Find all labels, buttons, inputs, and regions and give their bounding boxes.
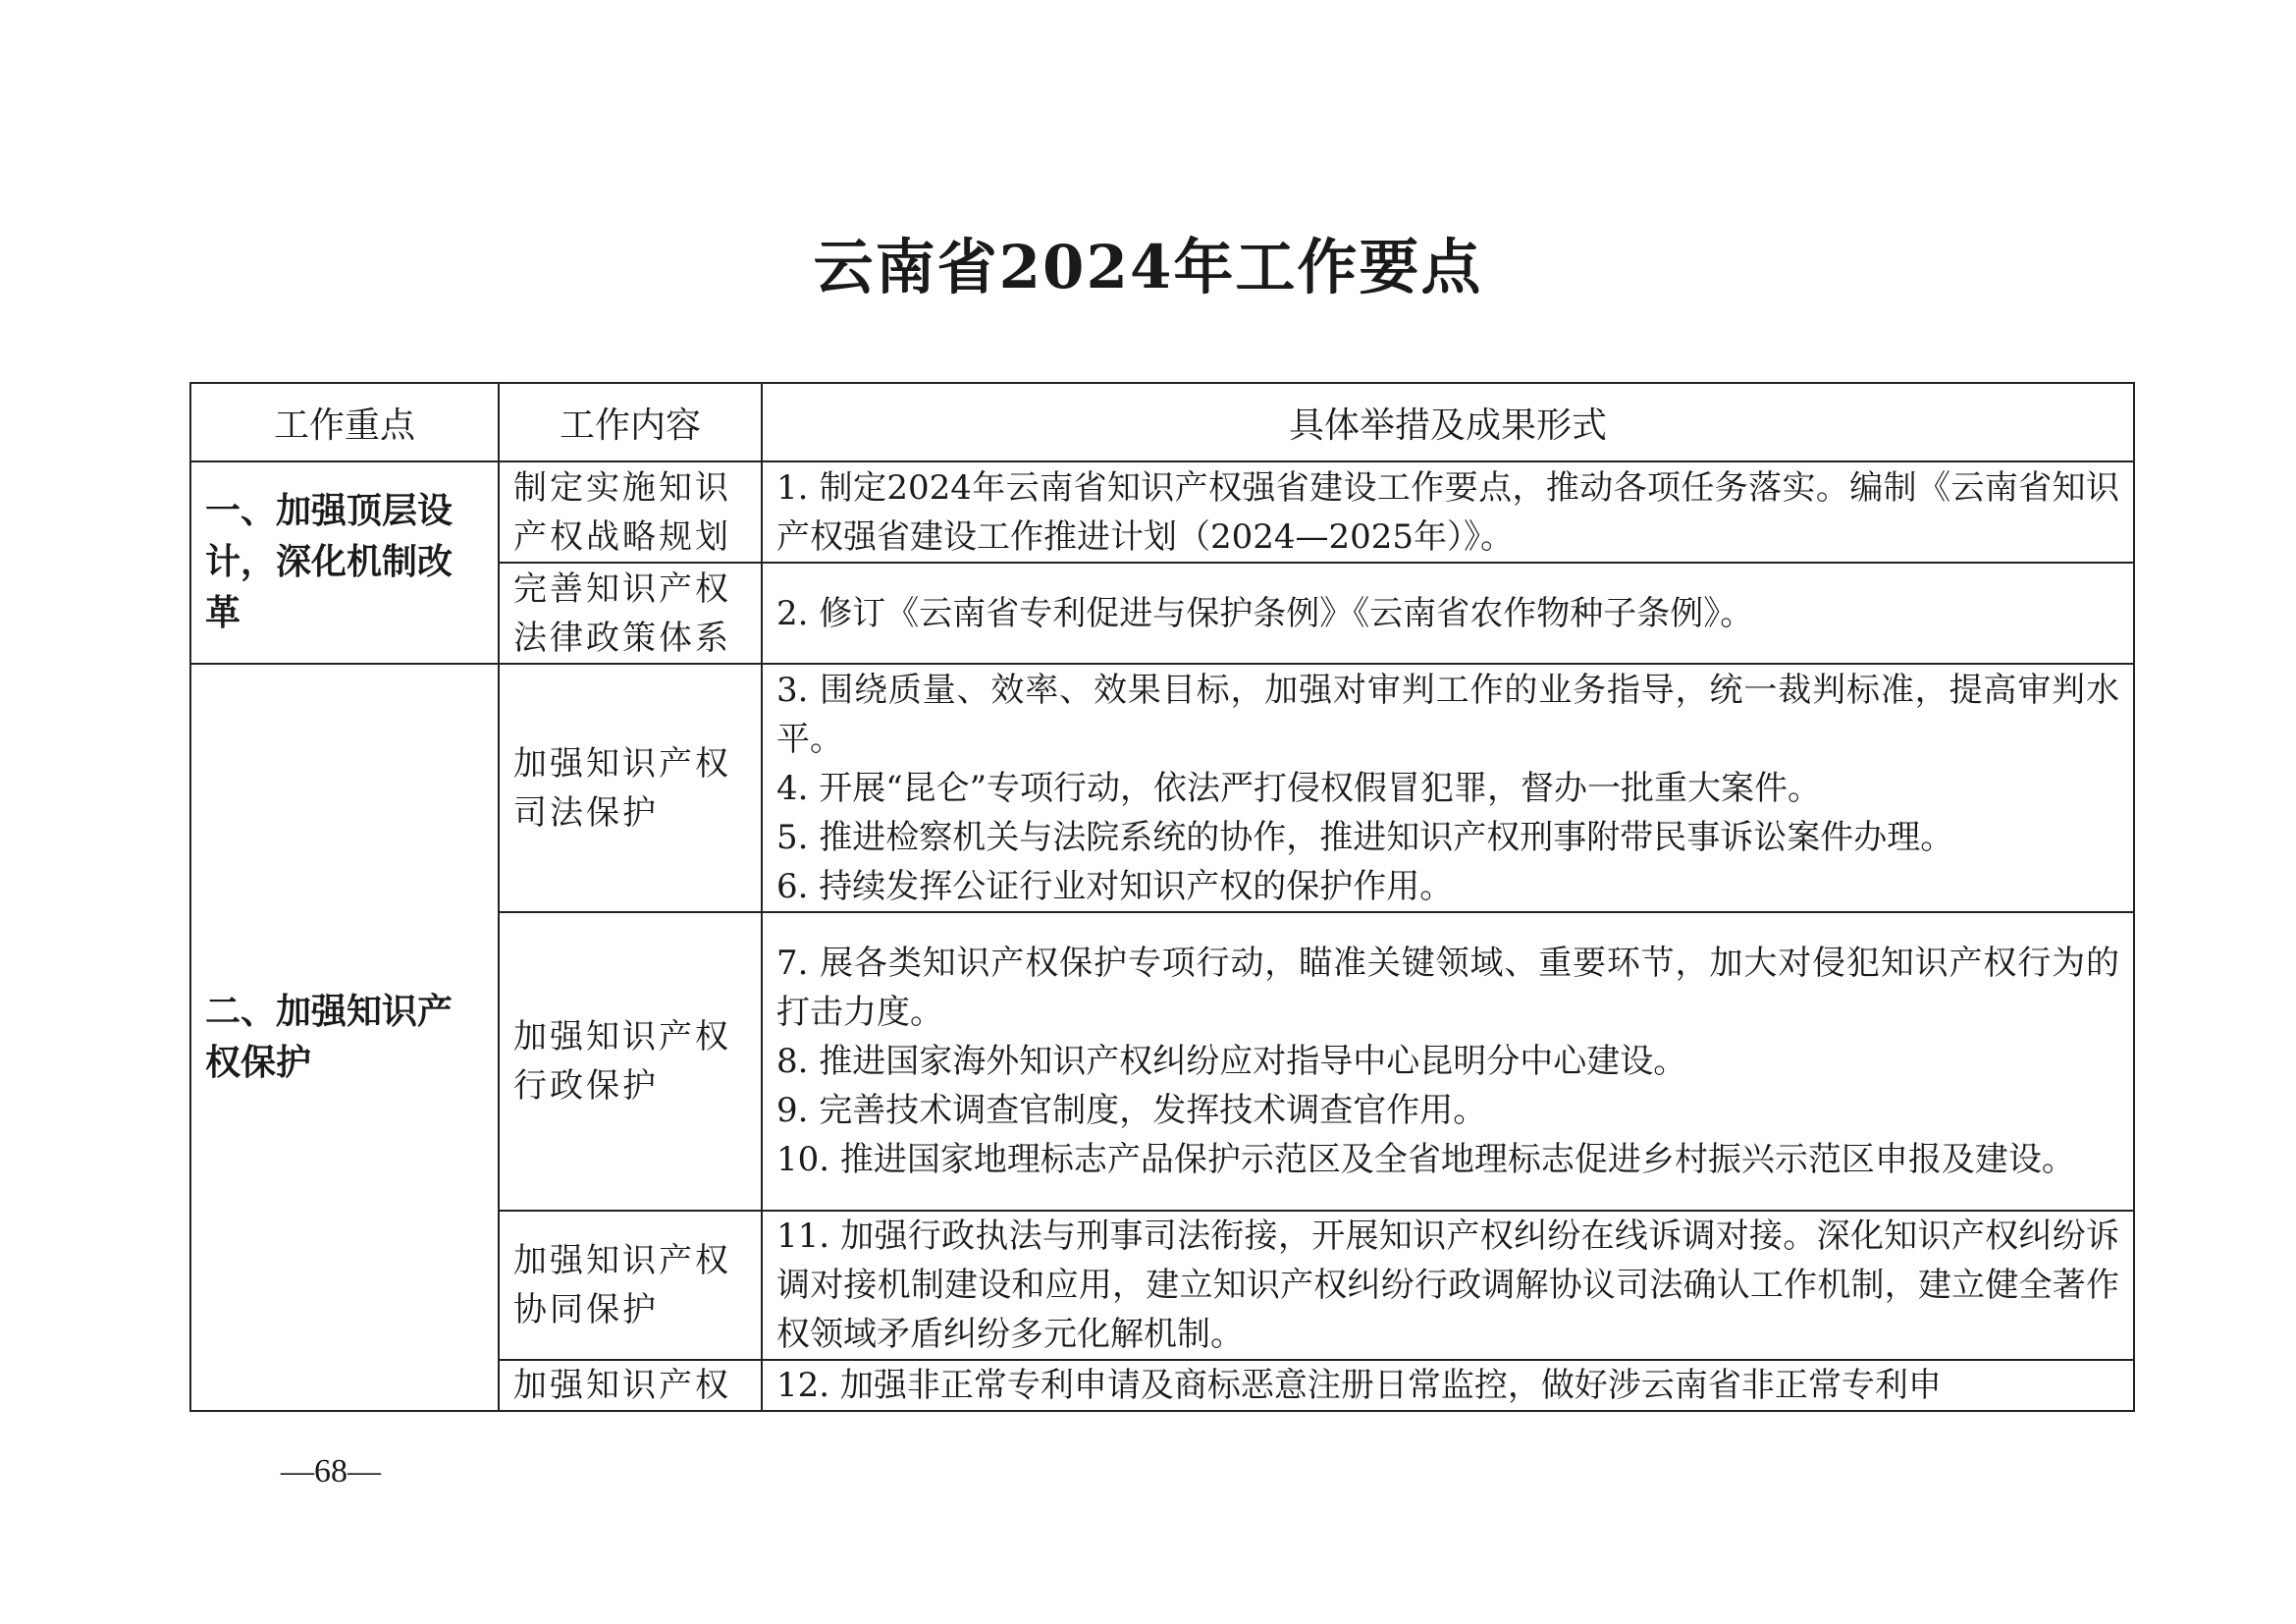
work-plan-table xyxy=(189,382,2135,1412)
work-content-cell: 加强知识产权 xyxy=(499,1360,762,1411)
work-focus-cell: 一、加强顶层设计，深化机制改革 xyxy=(190,461,499,664)
work-content-cell: 加强知识产权司法保护 xyxy=(499,664,762,912)
page-title: 云南省2024年工作要点 xyxy=(813,233,1483,302)
measure-item: 12. 加强非正常专利申请及商标恶意注册日常监控，做好涉云南省非正常专利申 xyxy=(776,1366,1942,1405)
measure-item: 2. 修订《云南省专利促进与保护条例》《云南省农作物种子条例》。 xyxy=(776,593,1754,633)
measure-item: 10. 推进国家地理标志产品保护示范区及全省地理标志促进乡村振兴示范区申报及建设。 xyxy=(776,1140,2075,1179)
work-content-cell: 制定实施知识产权战略规划 xyxy=(499,461,762,563)
table-header-row xyxy=(190,383,2134,461)
measures-cell xyxy=(762,1360,2134,1411)
measures-cell xyxy=(762,912,2134,1211)
measure-item: 9. 完善技术调查官制度，发挥技术调查官作用。 xyxy=(776,1091,1487,1130)
measure-item: 6. 持续发挥公证行业对知识产权的保护作用。 xyxy=(776,866,1454,906)
measure-item: 11. 加强行政执法与刑事司法衔接，开展知识产权纠纷在线诉调对接。深化知识产权纠纷诉调对接机制建设和应用，建立知识产权纠纷行政调解协议司法确认工作机制，建立健全著作权领域矛盾纠纷多元化解机制。 xyxy=(776,1217,2119,1354)
header-work-focus: 工作重点 xyxy=(190,383,499,461)
measures-cell xyxy=(762,461,2134,563)
work-focus-cell: 二、加强知识产权保护 xyxy=(190,664,499,1411)
table-row xyxy=(190,461,2134,563)
measure-item: 3. 围绕质量、效率、效果目标，加强对审判工作的业务指导，统一裁判标准，提高审判水平。 xyxy=(776,670,2119,759)
measures-cell xyxy=(762,563,2134,664)
page-number: —68— xyxy=(281,1453,381,1489)
measure-item: 4. 开展“昆仑”专项行动，依法严打侵权假冒犯罪，督办一批重大案件。 xyxy=(776,768,1822,808)
table-row xyxy=(190,664,2134,912)
measure-item: 1. 制定2024年云南省知识产权强省建设工作要点，推动各项任务落实。编制《云南省知识产权强省建设工作推进计划（2024—2025年）》。 xyxy=(776,467,2119,557)
measure-item: 7. 展各类知识产权保护专项行动，瞄准关键领域、重要环节，加大对侵犯知识产权行为的打击力度。 xyxy=(776,944,2119,1032)
measure-item: 5. 推进检察机关与法院系统的协作，推进知识产权刑事附带民事诉讼案件办理。 xyxy=(776,817,1954,857)
header-measures: 具体举措及成果形式 xyxy=(762,383,2134,461)
work-content-cell: 加强知识产权协同保护 xyxy=(499,1211,762,1360)
measures-cell xyxy=(762,1211,2134,1360)
header-work-content: 工作内容 xyxy=(499,383,762,461)
measure-item: 8. 推进国家海外知识产权纠纷应对指导中心昆明分中心建设。 xyxy=(776,1042,1687,1081)
work-content-cell: 加强知识产权行政保护 xyxy=(499,912,762,1211)
measures-cell xyxy=(762,664,2134,912)
work-content-cell: 完善知识产权法律政策体系 xyxy=(499,563,762,664)
